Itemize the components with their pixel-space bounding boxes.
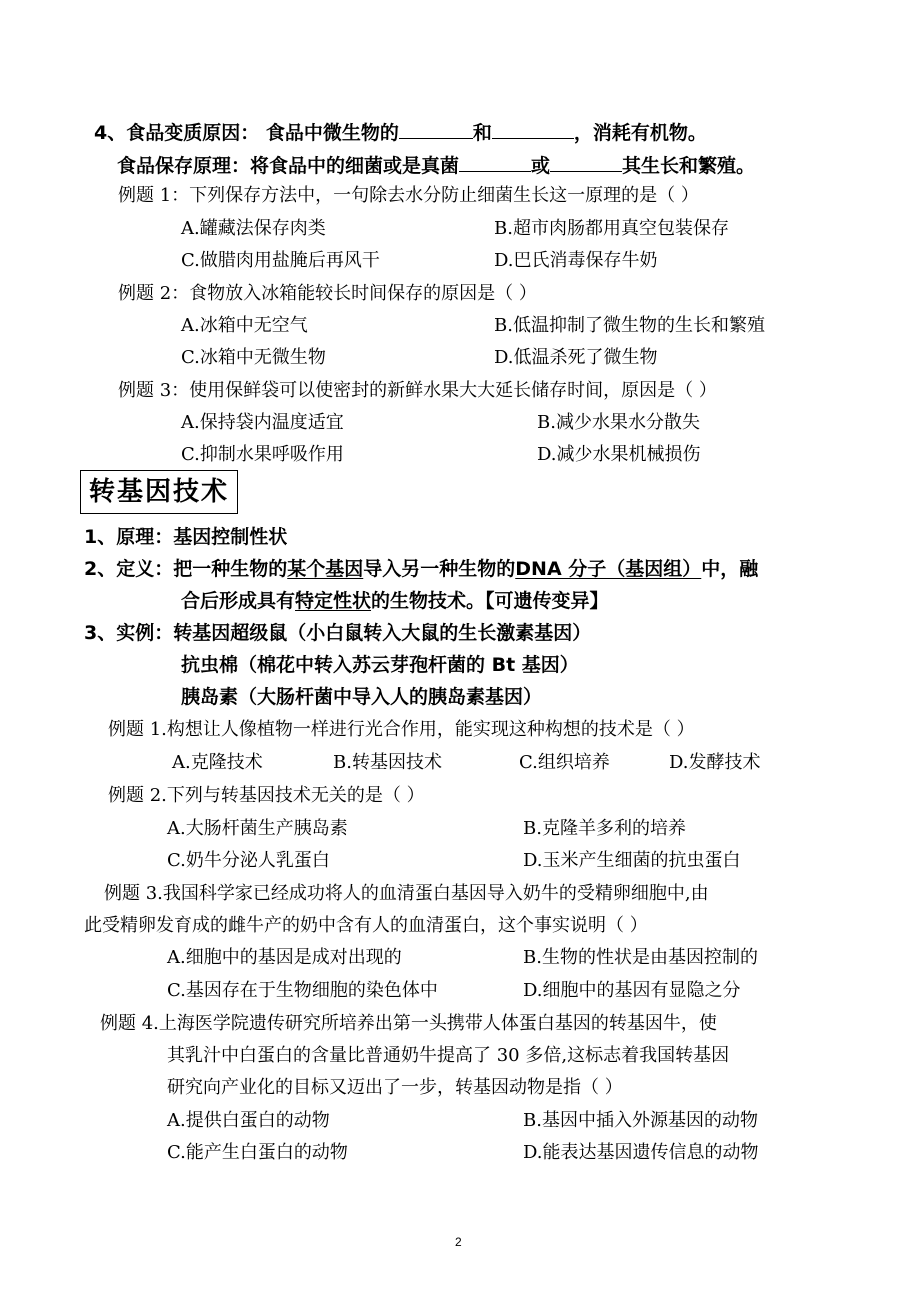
gm-example-1: 3、实例：转基因超级鼠（小白鼠转入大鼠的生长激素基因） <box>84 622 592 644</box>
food-q2-option-a: A.冰箱中无空气 <box>181 315 308 336</box>
gm-q2-option-d: D.玉米产生细菌的抗虫蛋白 <box>523 850 741 871</box>
gm-q4-stem-line1: 例题 4.上海医学院遗传研究所培养出第一头携带人体蛋白基因的转基因牛，使 <box>100 1013 717 1034</box>
food-q2-stem: 例题 2：食物放入冰箱能较长时间保存的原因是（ ） <box>118 283 537 304</box>
gm-q1-option-c: C.组织培养 <box>519 752 610 773</box>
gm-q4-option-d: D.能表达基因遗传信息的动物 <box>523 1142 759 1163</box>
gm-definition-text: 2、定义：把一种生物的 <box>84 558 288 580</box>
gm-definition-text: 中，融 <box>701 558 759 580</box>
fill-blank <box>459 151 531 172</box>
food-q3-stem: 例题 3：使用保鲜袋可以使密封的新鲜水果大大延长储存时间，原因是（ ） <box>118 380 717 401</box>
gm-definition-underline: DNA 分子（基因组） <box>515 558 702 580</box>
food-preservation-text: 食品保存原理：将食品中的细菌或是真菌 <box>117 155 460 177</box>
section-heading-box <box>80 470 238 514</box>
gm-example-3: 胰岛素（大肠杆菌中导入人的胰岛素基因） <box>181 686 543 708</box>
food-q2-option-b: B.低温抑制了微生物的生长和繁殖 <box>494 315 765 336</box>
gm-q2-stem: 例题 2.下列与转基因技术无关的是（ ） <box>108 785 425 806</box>
gm-q2-option-a: A.大肠杆菌生产胰岛素 <box>167 818 348 839</box>
food-q2-option-d: D.低温杀死了微生物 <box>494 347 658 368</box>
gm-q3-option-b: B.生物的性状是由基因控制的 <box>523 947 758 968</box>
fill-blank <box>399 118 473 139</box>
gm-q3-option-d: D.细胞中的基因有显隐之分 <box>523 980 741 1001</box>
food-q3-option-d: D.减少水果机械损伤 <box>537 444 701 465</box>
food-q1-option-c: C.做腊肉用盐腌后再风干 <box>181 250 380 271</box>
food-q3-option-c: C.抑制水果呼吸作用 <box>181 444 344 465</box>
gm-definition-line2 <box>181 588 609 614</box>
gm-q1-stem: 例题 1.构想让人像植物一样进行光合作用，能实现这种构想的技术是（ ） <box>108 719 695 740</box>
gm-q4-stem-line2: 其乳汁中白蛋白的含量比普通奶牛提高了 30 多倍,这标志着我国转基因 <box>167 1045 730 1066</box>
gm-q1-option-d: D.发酵技术 <box>669 752 761 773</box>
food-q1-option-b: B.超市肉肠都用真空包装保存 <box>494 218 729 239</box>
food-preservation-suffix: 其生长和繁殖。 <box>622 155 756 177</box>
food-q1-stem: 例题 1：下列保存方法中，一句除去水分防止细菌生长这一原理的是（ ） <box>118 185 699 206</box>
gm-definition-underline: 某个基因 <box>287 558 364 580</box>
food-q1-option-a: A.罐藏法保存肉类 <box>181 218 326 239</box>
gm-definition-text: 合后形成具有 <box>181 590 296 612</box>
food-q2-option-c: C.冰箱中无微生物 <box>181 347 326 368</box>
food-spoilage-text: 4、食品变质原因： 食品中微生物的 <box>94 122 399 144</box>
gm-example-2: 抗虫棉（棉花中转入苏云芽孢杆菌的 Bt 基因） <box>181 654 579 676</box>
gm-q3-stem-line1: 例题 3.我国科学家已经成功将人的血清蛋白基因导入奶牛的受精卵细胞中,由 <box>104 883 709 904</box>
gm-q3-option-c: C.基因存在于生物细胞的染色体中 <box>167 980 438 1001</box>
gm-q1-option-b: B.转基因技术 <box>333 752 442 773</box>
gm-q4-stem-line3: 研究向产业化的目标又迈出了一步，转基因动物是指（ ） <box>167 1077 623 1098</box>
gm-q3-option-a: A.细胞中的基因是成对出现的 <box>167 947 402 968</box>
gm-q4-option-c: C.能产生白蛋白的动物 <box>167 1142 348 1163</box>
gm-definition-text: 的生物技术。【可遗传变异】 <box>371 590 609 612</box>
gm-q4-option-a: A.提供白蛋白的动物 <box>167 1110 330 1131</box>
fill-blank <box>492 118 574 139</box>
gm-definition-line1 <box>84 556 758 582</box>
gm-definition-text: 导入另一种生物的 <box>363 558 516 580</box>
gm-q4-option-b: B.基因中插入外源基因的动物 <box>523 1110 758 1131</box>
page-number: 2 <box>455 1235 462 1249</box>
section-heading: 转基因技术 <box>89 477 230 507</box>
food-q1-option-d: D.巴氏消毒保存牛奶 <box>494 250 658 271</box>
food-preservation-line <box>117 151 755 179</box>
gm-q3-stem-line2: 此受精卵发育成的雌牛产的奶中含有人的血清蛋白，这个事实说明（ ） <box>84 915 648 936</box>
fill-blank <box>550 151 622 172</box>
gm-q2-option-c: C.奶牛分泌人乳蛋白 <box>167 850 330 871</box>
gm-q2-option-b: B.克隆羊多利的培养 <box>523 818 686 839</box>
food-spoilage-mid: 和 <box>472 122 492 144</box>
food-spoilage-suffix: ，消耗有机物。 <box>573 122 707 144</box>
food-q3-option-b: B.减少水果水分散失 <box>537 412 700 433</box>
food-spoilage-line <box>94 118 707 146</box>
gm-q1-option-a: A.克隆技术 <box>172 752 263 773</box>
gm-definition-underline: 特定性状 <box>295 590 372 612</box>
food-preservation-mid: 或 <box>531 155 551 177</box>
gm-principle: 1、原理：基因控制性状 <box>84 526 288 548</box>
food-q3-option-a: A.保持袋内温度适宜 <box>181 412 344 433</box>
